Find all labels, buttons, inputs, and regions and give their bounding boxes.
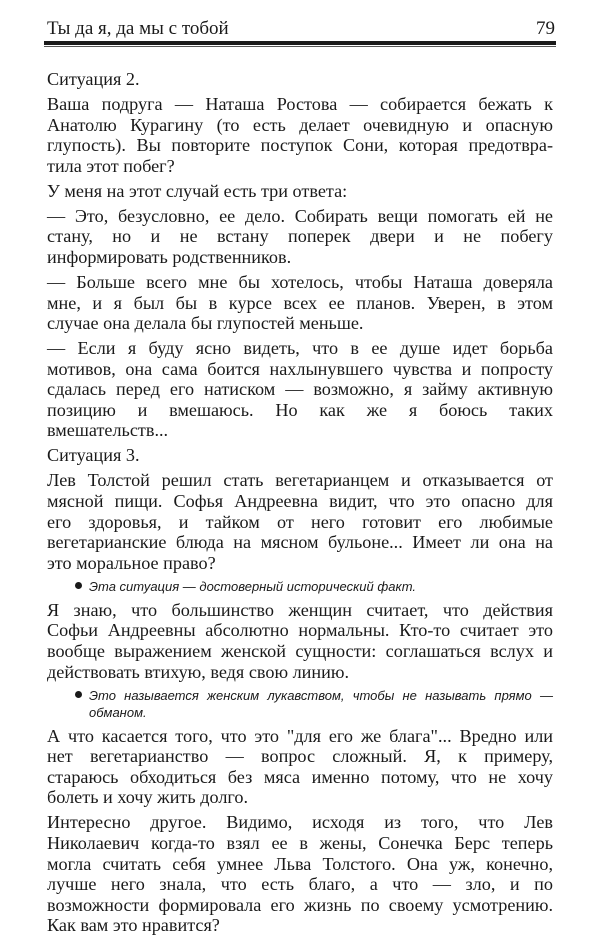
paragraph (47, 470, 553, 573)
page-body (47, 69, 553, 940)
text-line: нет вегетарианство — вопрос сложный. Я, к примеру, (47, 746, 553, 767)
paragraph (47, 94, 553, 176)
text-line: возможности формировала его жизнь по своему усмотрению. (47, 894, 553, 915)
text-line: Ситуация 3. (47, 445, 140, 466)
page-number: 79 (536, 18, 555, 39)
text-line: Софьи Андреевны абсолютно нормальны. Кто-то считает это (47, 620, 553, 641)
note-line: обманом. (89, 704, 147, 720)
paragraph (47, 69, 553, 90)
paragraph (47, 600, 553, 682)
paragraph (47, 206, 553, 268)
text-line: Николаевич когда-то взял ее в жены, Сонечка Берс теперь (47, 832, 553, 853)
text-line: Ваша подруга — Наташа Ростова — собирается бежать к (47, 93, 553, 114)
text-line: Я знаю, что большинство женщин считает, что действия (47, 599, 553, 620)
text-line: вегетарианские блюда на мясном бульоне... Имеет ли она на (47, 532, 553, 553)
bullet-icon (75, 691, 82, 698)
text-line: лучше него знала, что есть благо, а что — зло, и по (47, 874, 553, 895)
header-rule-thin (44, 46, 556, 47)
paragraph (47, 272, 553, 334)
text-line: сдалась перед его натиском — возможно, я займу активную (47, 379, 553, 400)
paragraph (47, 338, 553, 441)
text-line: случае она делала бы глупостей меньше. (47, 313, 364, 334)
text-line: болеть и хочу жить долго. (47, 787, 249, 808)
text-line: тила этот побег? (47, 155, 175, 176)
note-line: Эта ситуация — достоверный исторический факт. (89, 578, 417, 594)
text-line: позицию и вмешаюсь. Но как же я боюсь таких (47, 399, 553, 420)
text-line: глупость). Вы повторите поступок Сони, которая предотвра- (47, 135, 553, 156)
header-rule (44, 41, 556, 45)
text-line: — Это, безусловно, ее дело. Собирать вещи помогать ей не (47, 205, 553, 226)
text-line: А что касается того, что это "для его же блага"... Вредно или (47, 725, 553, 746)
text-line: действовать втихую, ведя свою линию. (47, 661, 350, 682)
text-line: могла считать себя умнее Льва Толстого. Она уж, конечно, (47, 853, 553, 874)
text-line: мне, и я был бы в курсе всех ее планов. Уверен, в этом (47, 292, 553, 313)
text-line: У меня на этот случай есть три ответа: (47, 180, 348, 201)
text-line: мясной пищи. Софья Андреевна видит, что это опасно для (47, 491, 553, 512)
text-line: Интересно другое. Видимо, исходя из того, что Лев (47, 812, 553, 833)
text-line: это моральное право? (47, 552, 216, 573)
margin-note (77, 578, 553, 595)
running-title: Ты да я, да мы с тобой (47, 18, 229, 39)
text-line: Анатолю Курагину (то есть делает очевидную и опасную (47, 114, 553, 135)
paragraph (47, 726, 553, 808)
text-line: — Если я буду ясно видеть, что в ее душе идет борьба (47, 338, 553, 359)
paragraph (47, 445, 553, 466)
text-line: мотивов, она сама боится нахлынувшего чувства и попросту (47, 358, 553, 379)
bullet-icon (75, 582, 82, 589)
margin-note (77, 687, 553, 721)
text-line: Как вам это нравится? (47, 915, 220, 936)
text-line: стану, но и не встану поперек двери и не побегу (47, 226, 553, 247)
text-line: Ситуация 2. (47, 69, 140, 89)
text-line: вмешательств... (47, 420, 169, 441)
text-line: вообще выражением женской сущности: соглашаться вслух и (47, 640, 553, 661)
paragraph (47, 181, 553, 202)
running-header (47, 18, 555, 42)
note-line: Это называется женским лукавством, чтобы не называть прямо — (89, 687, 553, 703)
paragraph (47, 812, 553, 936)
text-line: его здоровья, и тайком от него готовит его любимые (47, 511, 553, 532)
text-line: — Больше всего мне бы хотелось, чтобы Наташа доверяла (47, 271, 553, 292)
text-line: Лев Толстой решил стать вегетарианцем и отказывается от (47, 470, 553, 491)
text-line: информировать родственников. (47, 246, 292, 267)
text-line: стараюсь обходиться без мяса именно потому, что не хочу (47, 766, 553, 787)
